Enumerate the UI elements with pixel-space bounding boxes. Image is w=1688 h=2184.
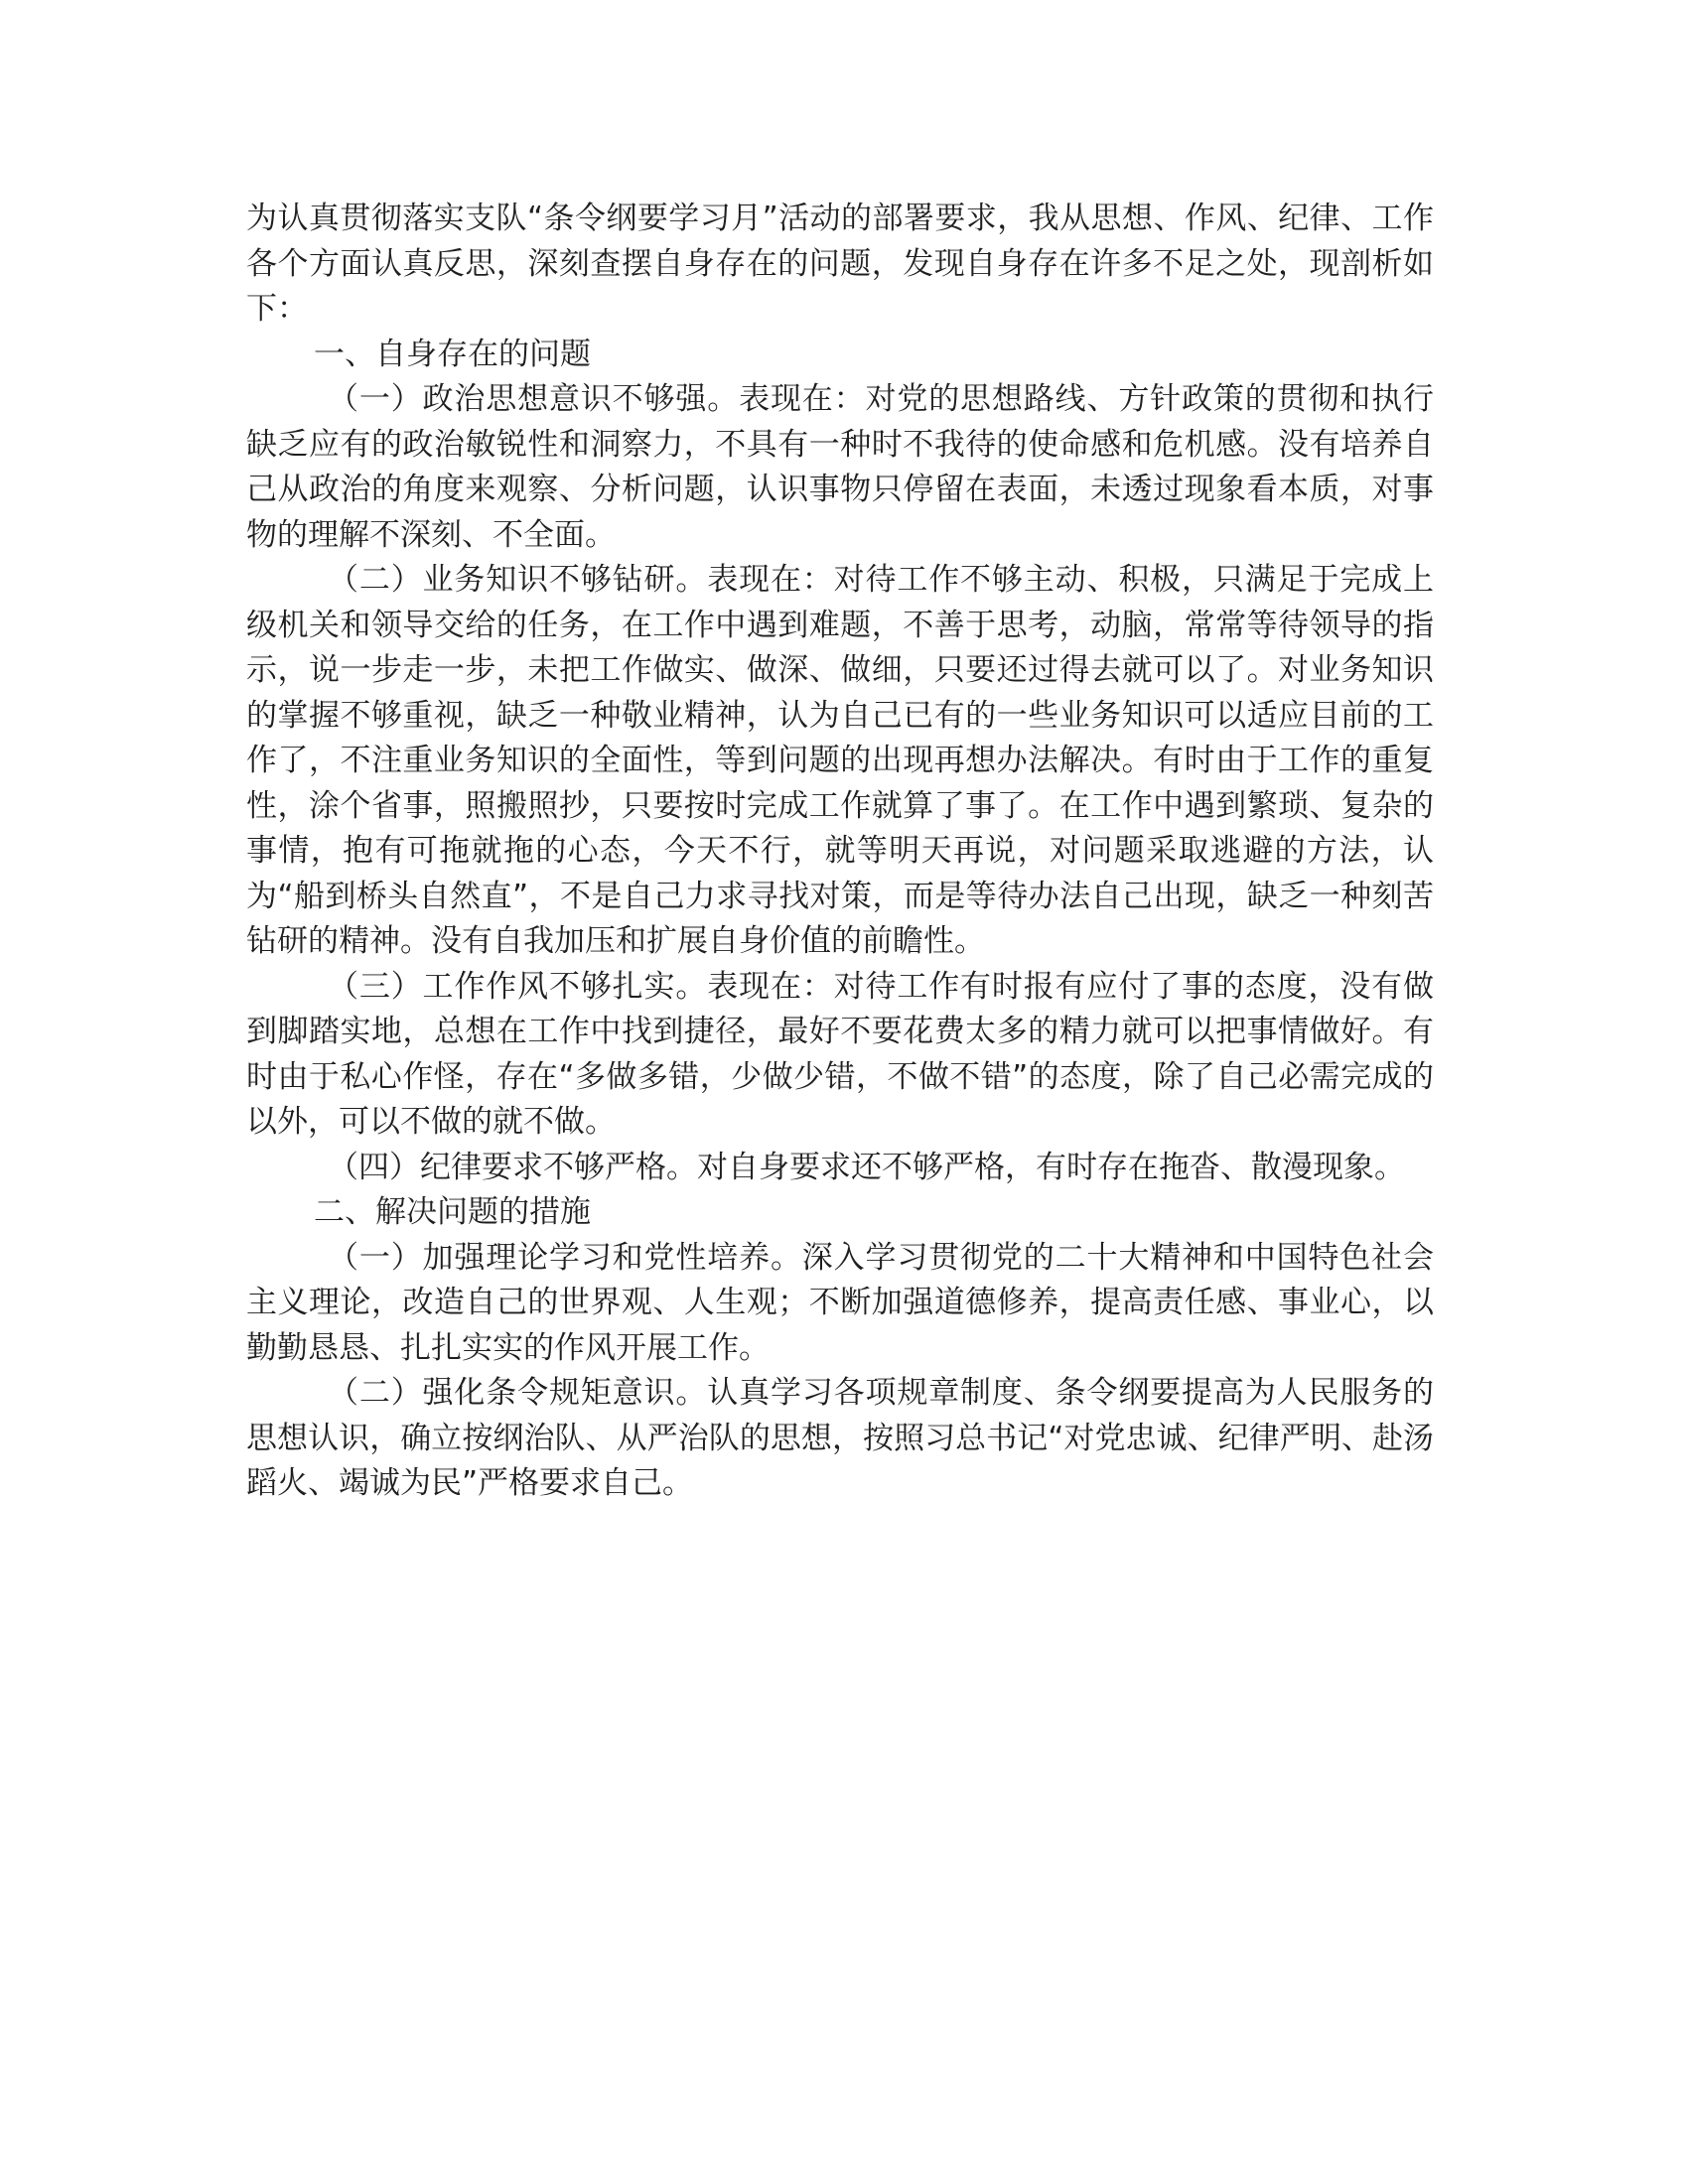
problem-item-2: （二）业务知识不够钻研。表现在：对待工作不够主动、积极，只满足于完成上级机关和领导交给的任务，在工作中遇到难题，不善于思考，动脑，常常等待领导的指示，说一步走一步，未把工作做实、做深、做细，只要还过得去就可以了。对业务知识的掌握不够重视，缺乏一种敬业精神，认为自己已有的一些业务知识可以适应目前的工作了，不注重业务知识的全面性，等到问题的出现再想办法解决。有时由于工作的重复性，涂个省事，照搬照抄，只要按时完成工作就算了事了。在工作中遇到繁琐、复杂的事情，抱有可拖就拖的心态，今天不行，就等明天再说，对问题采取逃避的方法，认为“船到桥头自然直”，不是自己力求寻找对策，而是等待办法自己出现，缺乏一种刻苦钻研的精神。没有自我加压和扩展自身价值的前瞻性。 <box>246 562 1434 959</box>
problem-item-3: （三）工作作风不够扎实。表现在：对待工作有时报有应付了事的态度，没有做到脚踏实地，总想在工作中找到捷径，最好不要花费太多的精力就可以把事情做好。有时由于私心作怪，存在“多做多错，少做少错，不做不错”的态度，除了自己必需完成的以外，可以不做的就不做。 <box>246 968 1434 1140</box>
section-heading-problems: 一、自身存在的问题 <box>314 336 591 372</box>
section-heading-measures: 二、解决问题的措施 <box>314 1194 591 1230</box>
measure-item-1: （一）加强理论学习和党性培养。深入学习贯彻党的二十大精神和中国特色社会主义理论，改造自己的世界观、人生观；不断加强道德修养，提高责任感、事业心，以勤勤恳恳、扎扎实实的作风开展工作。 <box>246 1239 1434 1366</box>
document-page <box>246 197 1434 1507</box>
intro-paragraph: 为认真贯彻落实支队“条令纲要学习月”活动的部署要求，我从思想、作风、纪律、工作各个方面认真反思，深刻查摆自身存在的问题，发现自身存在许多不足之处，现剖析如下： <box>246 201 1434 327</box>
measure-item-2: （二）强化条令规矩意识。认真学习各项规章制度、条令纲要提高为人民服务的思想认识，确立按纲治队、从严治队的思想，按照习总书记“对党忠诚、纪律严明、赴汤蹈火、竭诚为民”严格要求自己。 <box>246 1375 1434 1501</box>
problem-item-1: （一）政治思想意识不够强。表现在：对党的思想路线、方针政策的贯彻和执行缺乏应有的政治敏锐性和洞察力，不具有一种时不我待的使命感和危机感。没有培养自己从政治的角度来观察、分析问题，认识事物只停留在表面，未透过现象看本质，对事物的理解不深刻、不全面。 <box>246 381 1434 553</box>
problem-item-4: （四）纪律要求不够严格。对自身要求还不够严格，有时存在拖沓、散漫现象。 <box>328 1149 1405 1185</box>
